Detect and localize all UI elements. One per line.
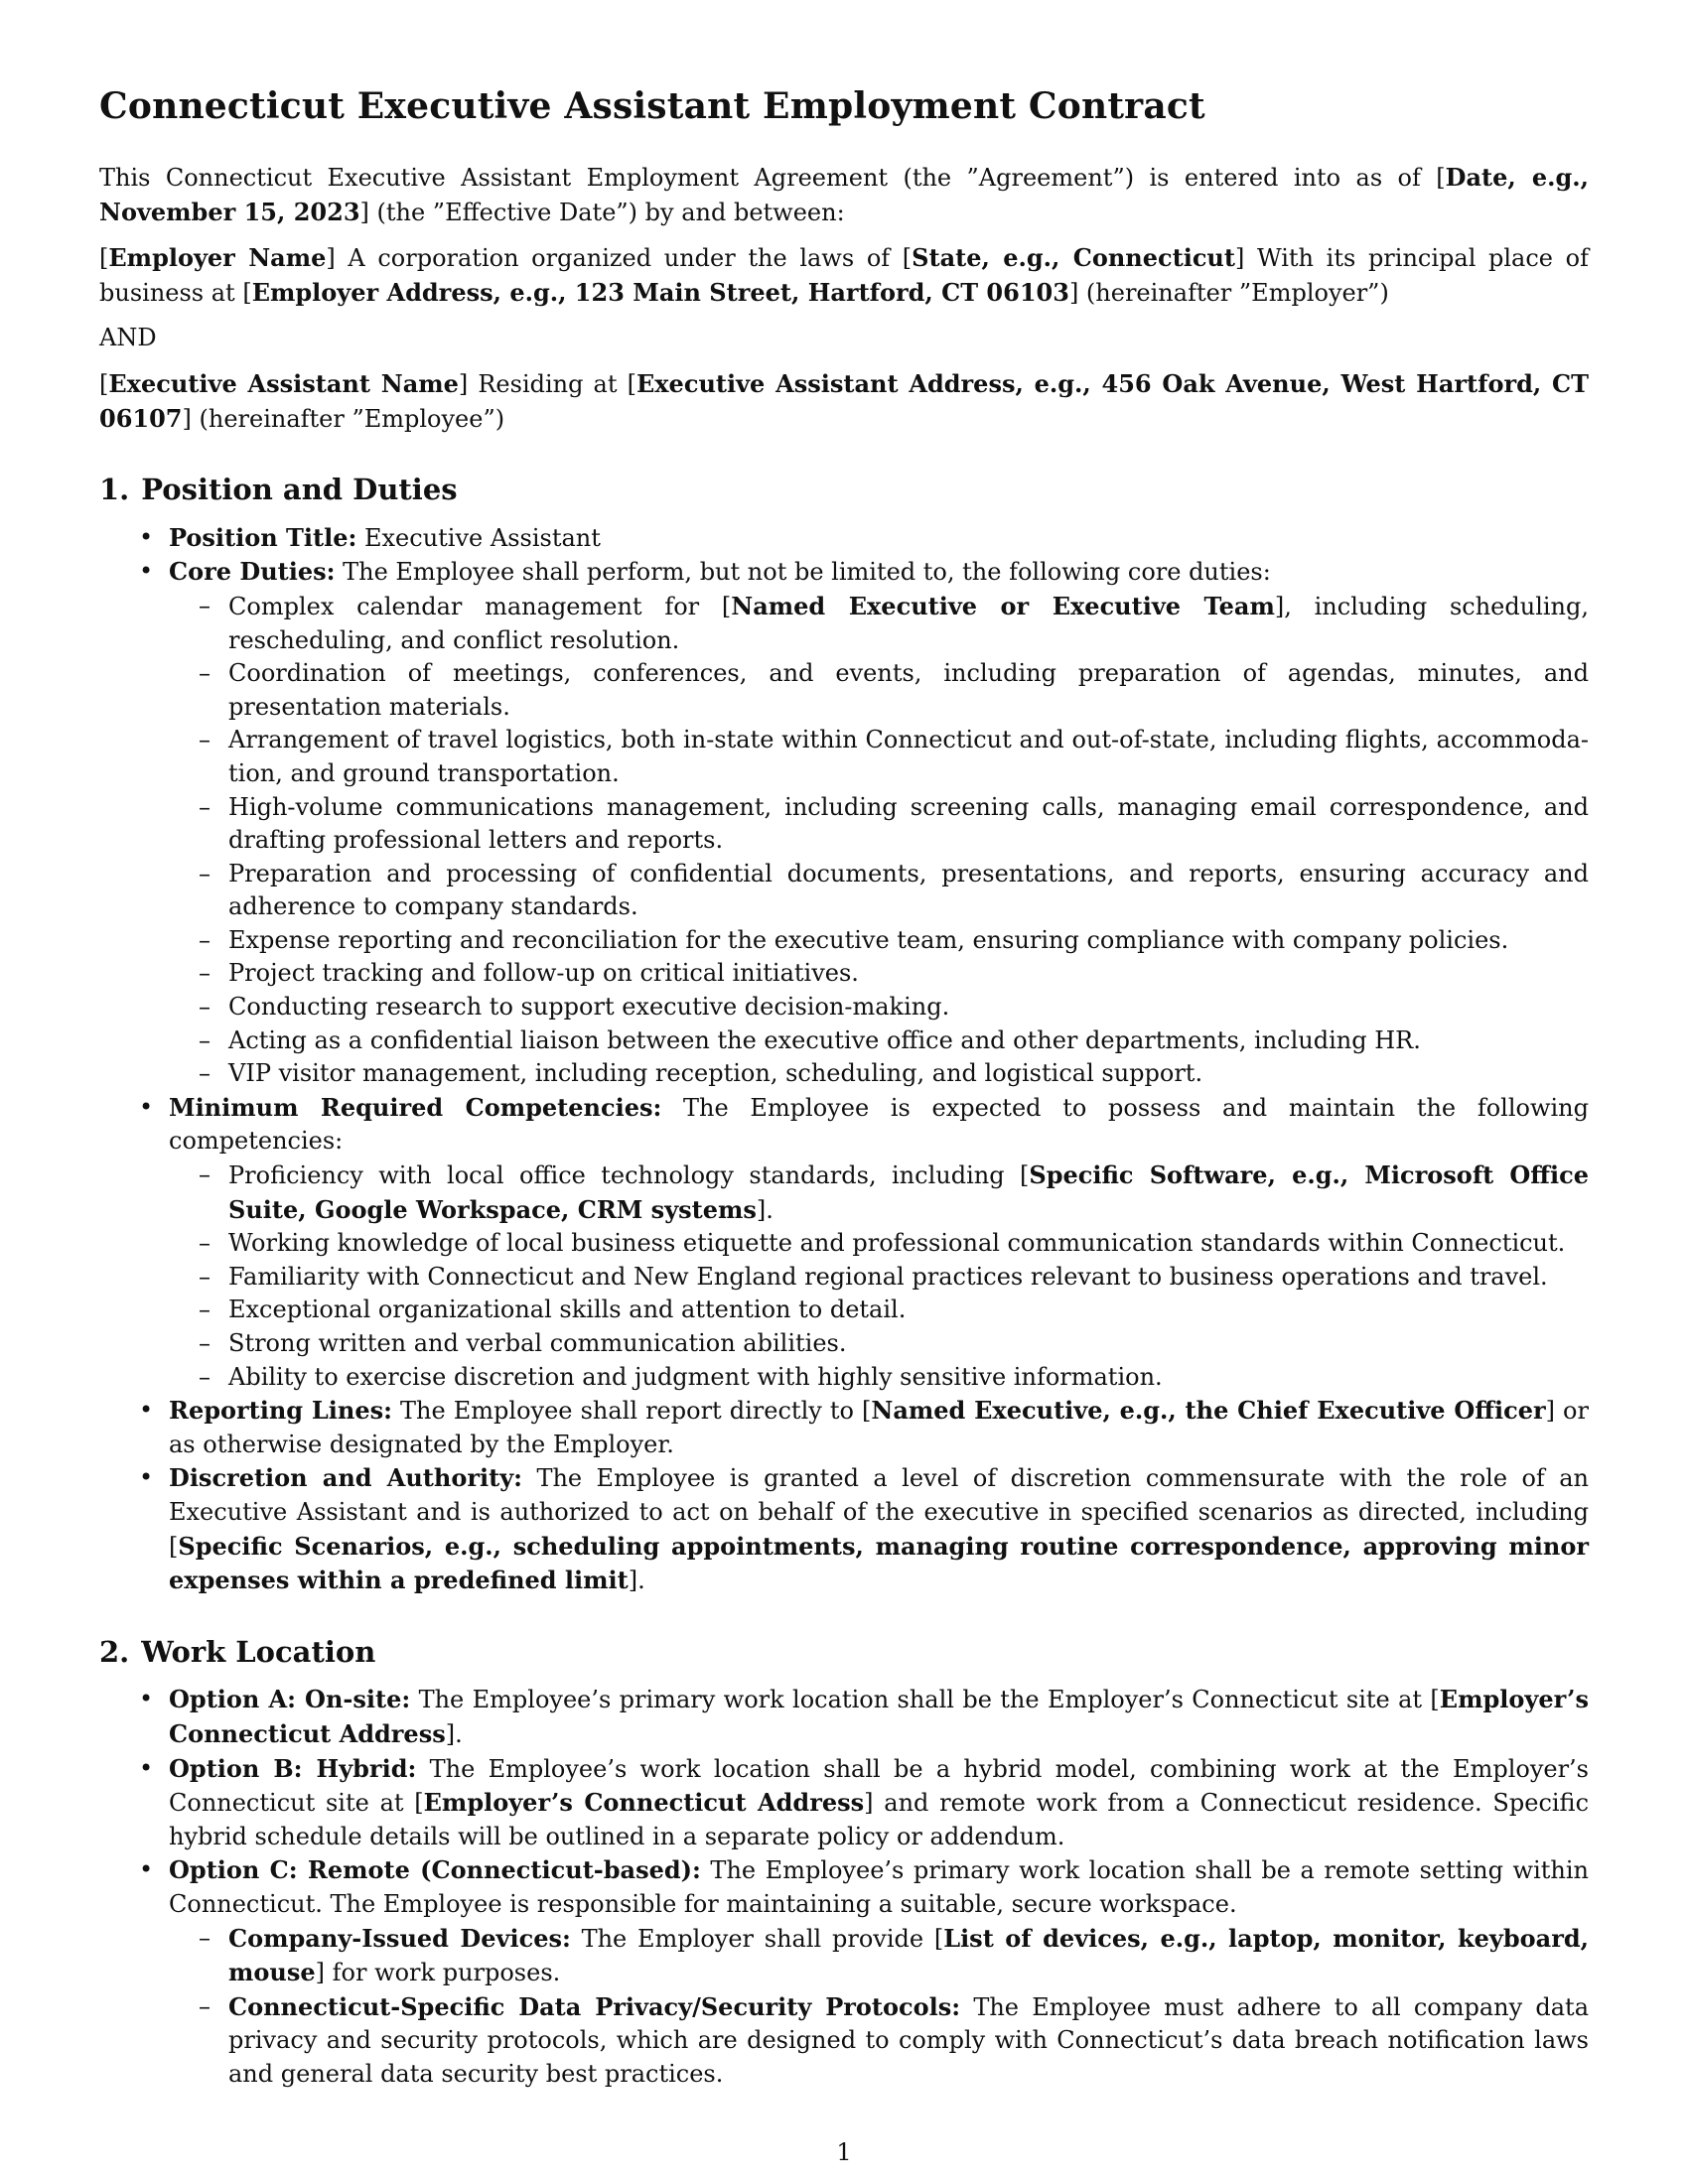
devices-placeholder: List of devices, e.g., laptop, monitor, keyboard, mouse [228,1923,1589,1987]
employee-name-placeholder: Executive Assistant Name [108,368,459,398]
effective-date-placeholder: Date, e.g., November 15, 2023 [99,163,1590,226]
list-item-discretion-authority: • Discretion and Authority: The Employee is granted a level of discretion commensurate with the role of an Executive Assistant and is authorized to act on behalf of the executive in specified scenarios as directed, including [Specific Scenarios, e.g., scheduling appointments, managing routine correspondence, approving minor expenses within a predefined limit]. [169,1461,1589,1597]
document-title: Connecticut Executive Assistant Employment Contract [99,85,1205,127]
list-item: – High-volume communications management, including screening calls, managing email correspondence, and drafting professional letters and reports. [228,791,1589,858]
employer-paragraph: [Employer Name] A corporation organized under the laws of [State, e.g., Connecticut] With its principal place of business at [Employer Address, e.g., 123 Main Street, Hartford, CT 06103] (hereinafter ”Employer”) [99,243,1589,307]
list-item: – Expense reporting and reconciliation for the executive team, ensuring compliance with company policies. [228,924,1589,958]
list-item: – Ability to exercise discretion and judgment with highly sensitive information. [228,1361,1589,1395]
list-item: – Exceptional organizational skills and attention to detail. [228,1294,1589,1327]
list-item-data-privacy: – Connecticut-Specific Data Privacy/Security Protocols: The Employee must adhere to all company data privacy and security protocols, which are designed to comply with Connecticut’s data breach notification laws and general data security best practices. [228,1990,1589,2092]
list-item-option-b: • Option B: Hybrid: The Employee’s work location shall be a hybrid model, combining work at the Employer’s Connecticut site at [Employer’s Connecticut Address] and remote work from a Connecticut residence. Specific hybrid schedule details will be outlined in a separate policy or addendum. [169,1752,1589,1854]
list-item: – Arrangement of travel logistics, both in-state within Connecticut and out-of-state, including flights, accommoda- tion, and ground transportation. [228,724,1589,790]
intro-paragraph [99,161,1589,229]
work-location-list [99,1683,1589,2091]
named-executive-placeholder: Named Executive or Executive Team [731,591,1275,620]
list-item: – Strong written and verbal communication abilities. [228,1327,1589,1361]
list-item: – Working knowledge of local business etiquette and professional communication standards within Connecticut. [228,1227,1589,1261]
list-item: – Proficiency with local office technology standards, including [Specific Software, e.g., Microsoft Office Suite, Google Workspace, CRM systems]. [228,1159,1589,1227]
software-placeholder: Specific Software, e.g., Microsoft Office Suite, Google Workspace, CRM systems [228,1160,1589,1224]
document-body [99,161,1589,2091]
page-number: 1 [836,2138,852,2166]
employer-name-placeholder: Employer Name [108,243,327,273]
list-item-reporting-lines: • Reporting Lines: The Employee shall report directly to [Named Executive, e.g., the Chief Executive Officer] or as otherwise designated by the Employer. [169,1394,1589,1461]
employer-state-placeholder: State, e.g., Connecticut [912,243,1235,273]
list-item-devices: – Company-Issued Devices: The Employer shall provide [List of devices, e.g., laptop, monitor, keyboard, mouse] for work purposes. [228,1922,1589,1990]
core-duties-sublist [169,590,1589,1091]
employer-ct-address-placeholder: Employer’s Connecticut Address [169,1685,1589,1748]
reporting-executive-placeholder: Named Executive, e.g., the Chief Executive Officer [871,1396,1546,1426]
list-item: – Project tracking and follow-up on critical initiatives. [228,957,1589,991]
section-heading-position-duties: 1. Position and Duties [99,473,458,507]
employee-paragraph: [Executive Assistant Name] Residing at [Executive Assistant Address, e.g., 456 Oak Avenue, West Hartford, CT 06107] (hereinafter ”Employee”) [99,368,1589,433]
list-item: – VIP visitor management, including reception, scheduling, and logistical support. [228,1057,1589,1091]
scenarios-placeholder: Specific Scenarios, e.g., scheduling appointments, managing routine correspondence, approving minor expenses within a predefined limit [169,1531,1589,1595]
list-item-core-duties: • Core Duties: The Employee shall perform, but not be limited to, the following core duties: – Complex calendar management for [Named Executive or Executive Team], including scheduling, rescheduling, and conflict resolution. – Coordination of meetings, conferences, and events, including preparation of agendas, minutes, and presentation materials. – Arrangement of travel logistics, both in-state within Connecticut and out-of-state, including flights, accommoda- tion, and ground transportation. – High-volume communications management, including screening calls, managing email correspondence, and drafting professional letters and reports. – Preparation and processing of confidential documents, presentations, and reports, ensuring accuracy and adherence to company standards. – Expense reporting and reconciliation for the executive team, ensuring compliance with company policies. – Project tracking and follow-up on critical initiatives. – Conducting research to support executive decision-making. – Acting as a confidential liaison between the executive office and other departments, including HR. – VIP visitor management, including reception, scheduling, and logistical support. [169,555,1589,1091]
list-item: – Acting as a confidential liaison between the executive office and other departments, including HR. [228,1024,1589,1058]
section-heading-work-location: 2. Work Location [99,1634,376,1669]
remote-sublist [169,1922,1589,2092]
list-item: – Complex calendar management for [Named Executive or Executive Team], including scheduling, rescheduling, and conflict resolution. [228,590,1589,657]
list-item-position-title: • Position Title: Executive Assistant [169,521,1589,556]
list-item: – Preparation and processing of confidential documents, presentations, and reports, ensuring accuracy and adherence to company standards. [228,858,1589,924]
list-item: – Coordination of meetings, conferences, and events, including preparation of agendas, minutes, and presentation materials. [228,657,1589,724]
list-item: – Conducting research to support executive decision-making. [228,991,1589,1024]
position-duties-list [99,521,1589,1598]
list-item-option-a: • Option A: On-site: The Employee’s primary work location shall be the Employer’s Connecticut site at [Employer’s Connecticut Address]. [169,1683,1589,1751]
intro-text: This Connecticut Executive Assistant Employment Agreement (the ”Agreement”) is entered into as of [ [99,164,1446,192]
list-item-competencies: • Minimum Required Competencies: The Employee is expected to possess and maintain the following competencies: – Proficiency with local office technology standards, including [Specific Software, e.g., Microsoft Office Suite, Google Workspace, CRM systems]. – Working knowledge of local business etiquette and professional communication standards within Connecticut. – Familiarity with Connecticut and New England regional practices relevant to business operations and travel. – Exceptional organizational skills and attention to detail. – Strong written and verbal communication abilities. – Ability to exercise discretion and judgment with highly sensitive information. [169,1091,1589,1394]
and-text: AND [99,324,157,352]
intro-text: ] (the ”Effective Date”) by and between: [359,198,845,226]
list-item-option-c: • Option C: Remote (Connecticut-based): The Employee’s primary work location shall be a remote setting within Connecticut. The Employee is responsible for maintaining a suitable, secure workspace. – Company-Issued Devices: The Employer shall provide [List of devices, e.g., laptop, monitor, keyboard, mouse] for work purposes. – Connecticut-Specific Data Privacy/Security Protocols: The Employee must adhere to all company data privacy and security protocols, which are designed to comply with Connecticut’s data breach notification laws and general data security best practices. [169,1853,1589,2091]
employer-ct-address-placeholder: Employer’s Connecticut Address [423,1788,865,1818]
employer-address-placeholder: Employer Address, e.g., 123 Main Street, Hartford, CT 06103 [251,277,1069,307]
employee-address-placeholder: Executive Assistant Address, e.g., 456 Oak Avenue, West Hartford, CT 06107 [99,368,1589,433]
list-item: – Familiarity with Connecticut and New England regional practices relevant to business operations and travel. [228,1261,1589,1295]
competencies-sublist [169,1159,1589,1394]
